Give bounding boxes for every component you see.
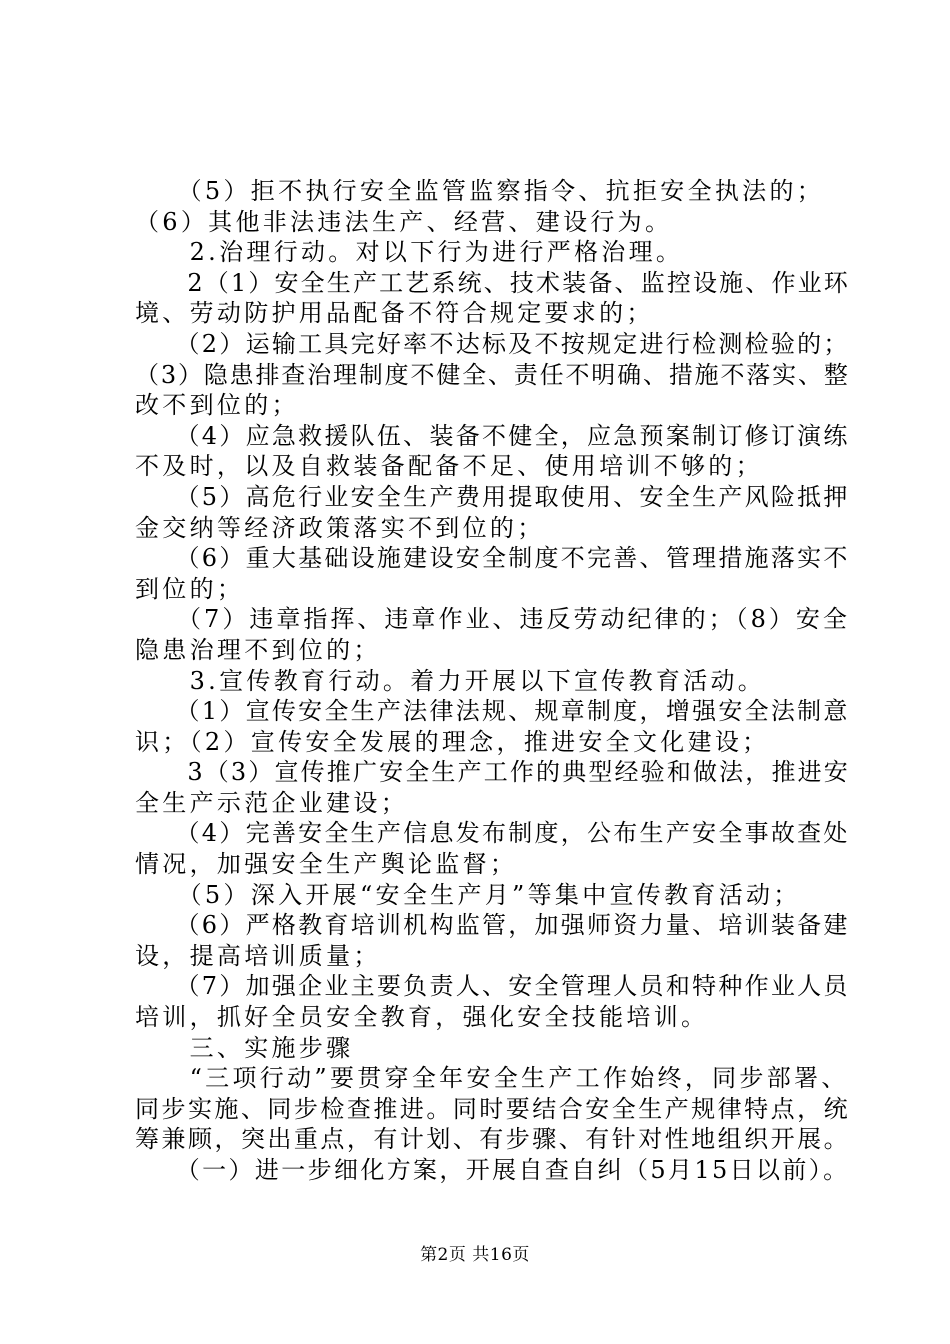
text-line: （7）违章指挥、违章作业、违反劳动纪律的；（8）安全 [135, 605, 850, 634]
text-line: 3.宣传教育行动。着力开展以下宣传教育活动。 [135, 666, 766, 695]
text-line: （5）深入开展“安全生产月”等集中宣传教育活动； [135, 880, 801, 909]
text-line: 同步实施、同步检查推进。同时要结合安全生产规律特点，统 [135, 1094, 851, 1123]
text-line: （3）隐患排查治理制度不健全、责任不明确、措施不落实、整 [135, 360, 850, 389]
text-line: 全生产示范企业建设； [135, 788, 408, 817]
text-line: 识；（2）宣传安全发展的理念，推进安全文化建设； [135, 727, 770, 756]
text-line: 2（1）安全生产工艺系统、技术装备、监控设施、作业环 [135, 268, 850, 297]
text-line: 改不到位的； [135, 391, 299, 420]
text-line: （4）应急救援队伍、装备不健全，应急预案制订修订演练 [135, 421, 850, 450]
text-line: 境、劳动防护用品配备不符合规定要求的； [135, 299, 654, 328]
text-line: （5）高危行业安全生产费用提取使用、安全生产风险抵押 [135, 482, 850, 511]
page-number-footer: 第2页 共16页 [420, 1245, 530, 1265]
text-line: 到位的； [135, 574, 245, 603]
text-line: “三项行动”要贯穿全年安全生产工作始终，同步部署、 [135, 1064, 849, 1093]
text-line: 3（3）宣传推广安全生产工作的典型经验和做法，推进安 [135, 758, 850, 787]
text-line: 筹兼顾，突出重点，有计划、有步骤、有针对性地组织开展。 [135, 1125, 851, 1154]
text-line: （5）拒不执行安全监管监察指令、抗拒安全执法的； [135, 177, 825, 205]
body-text [135, 176, 851, 1186]
text-line: （1）宣传安全生产法律法规、规章制度，增强安全法制意 [135, 697, 850, 726]
text-line: （2）运输工具完好率不达标及不按规定进行检测检验的； [135, 329, 850, 358]
text-line: 培训，抓好全员安全教育，强化安全技能培训。 [135, 1003, 709, 1032]
text-line: 2.治理行动。对以下行为进行严格治理。 [135, 238, 684, 267]
text-line: （6）严格教育培训机构监管，加强师资力量、培训装备建 [135, 911, 850, 940]
text-line: 情况，加强安全生产舆论监督； [135, 850, 518, 879]
text-line: （6）重大基础设施建设安全制度不完善、管理措施落实不 [135, 544, 850, 573]
text-line: 金交纳等经济政策落实不到位的； [135, 513, 545, 542]
text-line: （7）加强企业主要负责人、安全管理人员和特种作业人员 [135, 972, 850, 1001]
text-line: 设，提高培训质量； [135, 941, 381, 970]
text-line: （4）完善安全生产信息发布制度，公布生产安全事故查处 [135, 819, 850, 848]
text-line: （一）进一步细化方案，开展自查自纠（5月15日以前）。 [135, 1156, 850, 1184]
text-line: 三、实施步骤 [135, 1033, 354, 1062]
text-line: 不及时，以及自救装备配备不足、使用培训不够的； [135, 452, 763, 481]
text-line: 隐患治理不到位的； [135, 635, 381, 664]
text-line: （6）其他非法违法生产、经营、建设行为。 [135, 207, 673, 236]
